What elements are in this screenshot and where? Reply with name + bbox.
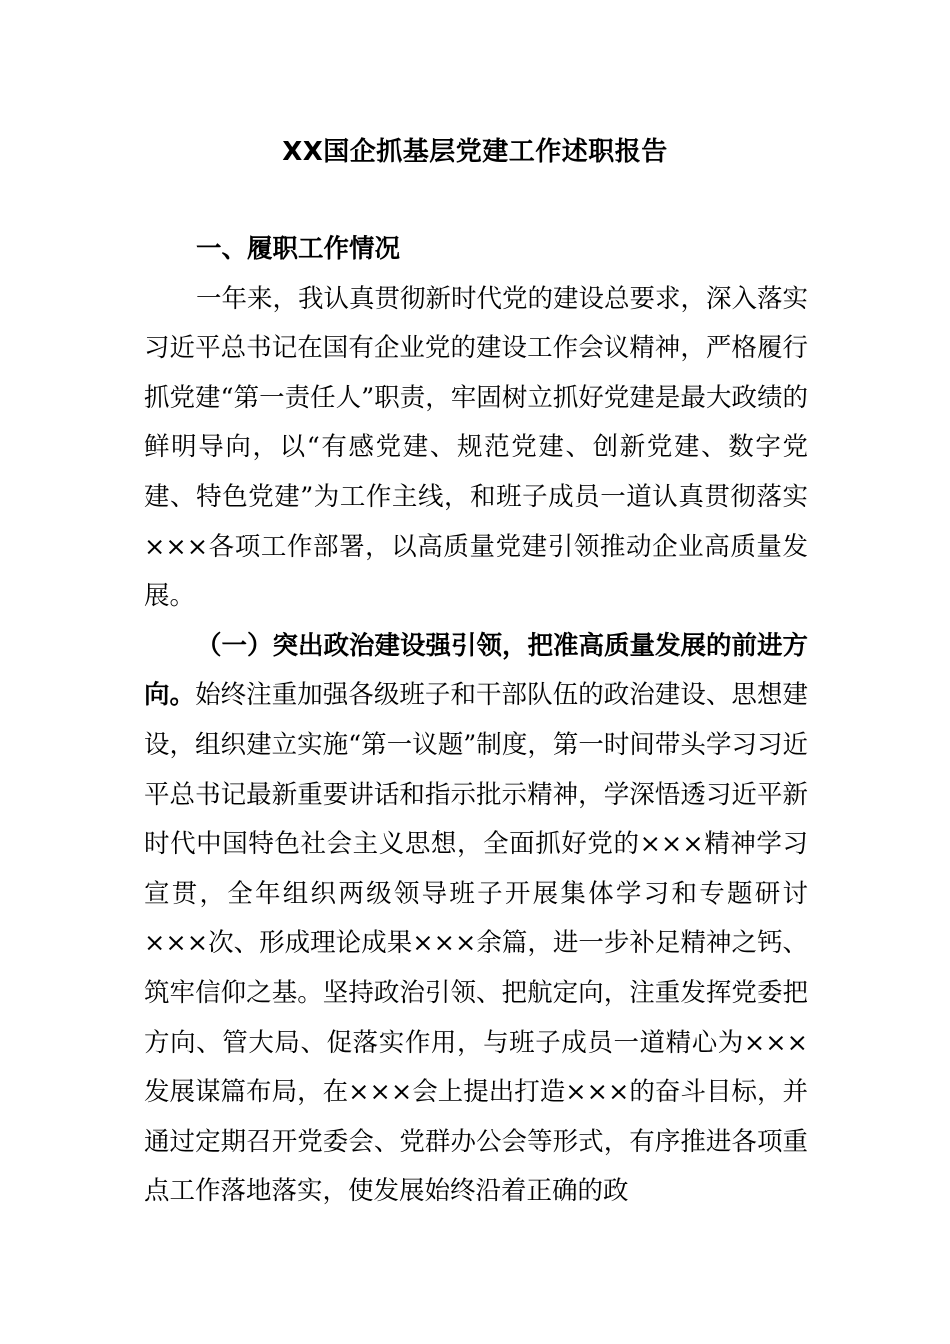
subsection-heading: （一）突出政治建设强引领，把准高质量发展的前进方向。 [144,630,809,711]
paragraph [144,622,808,1217]
paragraph-text: 始终注重加强各级班子和干部队伍的政治建设、思想建设，组织建立实施“第一议题”制度，第一时间带头学习习近平总书记最新重要讲话和指示批示精神，学深悟透习近平新时代中国特色社会主义思想，全面抓好党的×××精神学习宣贯，全年组织两级领导班子开展集体学习和专题研讨×××次、形成理论成果×××余篇，进一步补足精神之钙、筑牢信仰之基。坚持政治引领、把航定向，注重发挥党委把方向、管大局、促落实作用，与班子成员一道精心为×××发展谋篇布局，在×××会上提出打造×××的奋斗目标，并通过定期召开党委会、党群办公会等形式，有序推进各项重点工作落地落实，使发展始终沿着正确的政 [144,680,808,1207]
document-body [144,225,808,1217]
section-heading: 一、履职工作情况 [196,234,401,264]
document-title: XX国企抓基层党建工作述职报告 [282,137,668,167]
paragraph: 一年来，我认真贯彻新时代党的建设总要求，深入落实习近平总书记在国有企业党的建设工作会议精神，严格履行抓党建“第一责任人”职责，牢固树立抓好党建是最大政绩的鲜明导向，以“有感党建、规范党建、创新党建、数字党建、特色党建”为工作主线，和班子成员一道认真贯彻落实×××各项工作部署，以高质量党建引领推动企业高质量发展。 [144,283,809,612]
